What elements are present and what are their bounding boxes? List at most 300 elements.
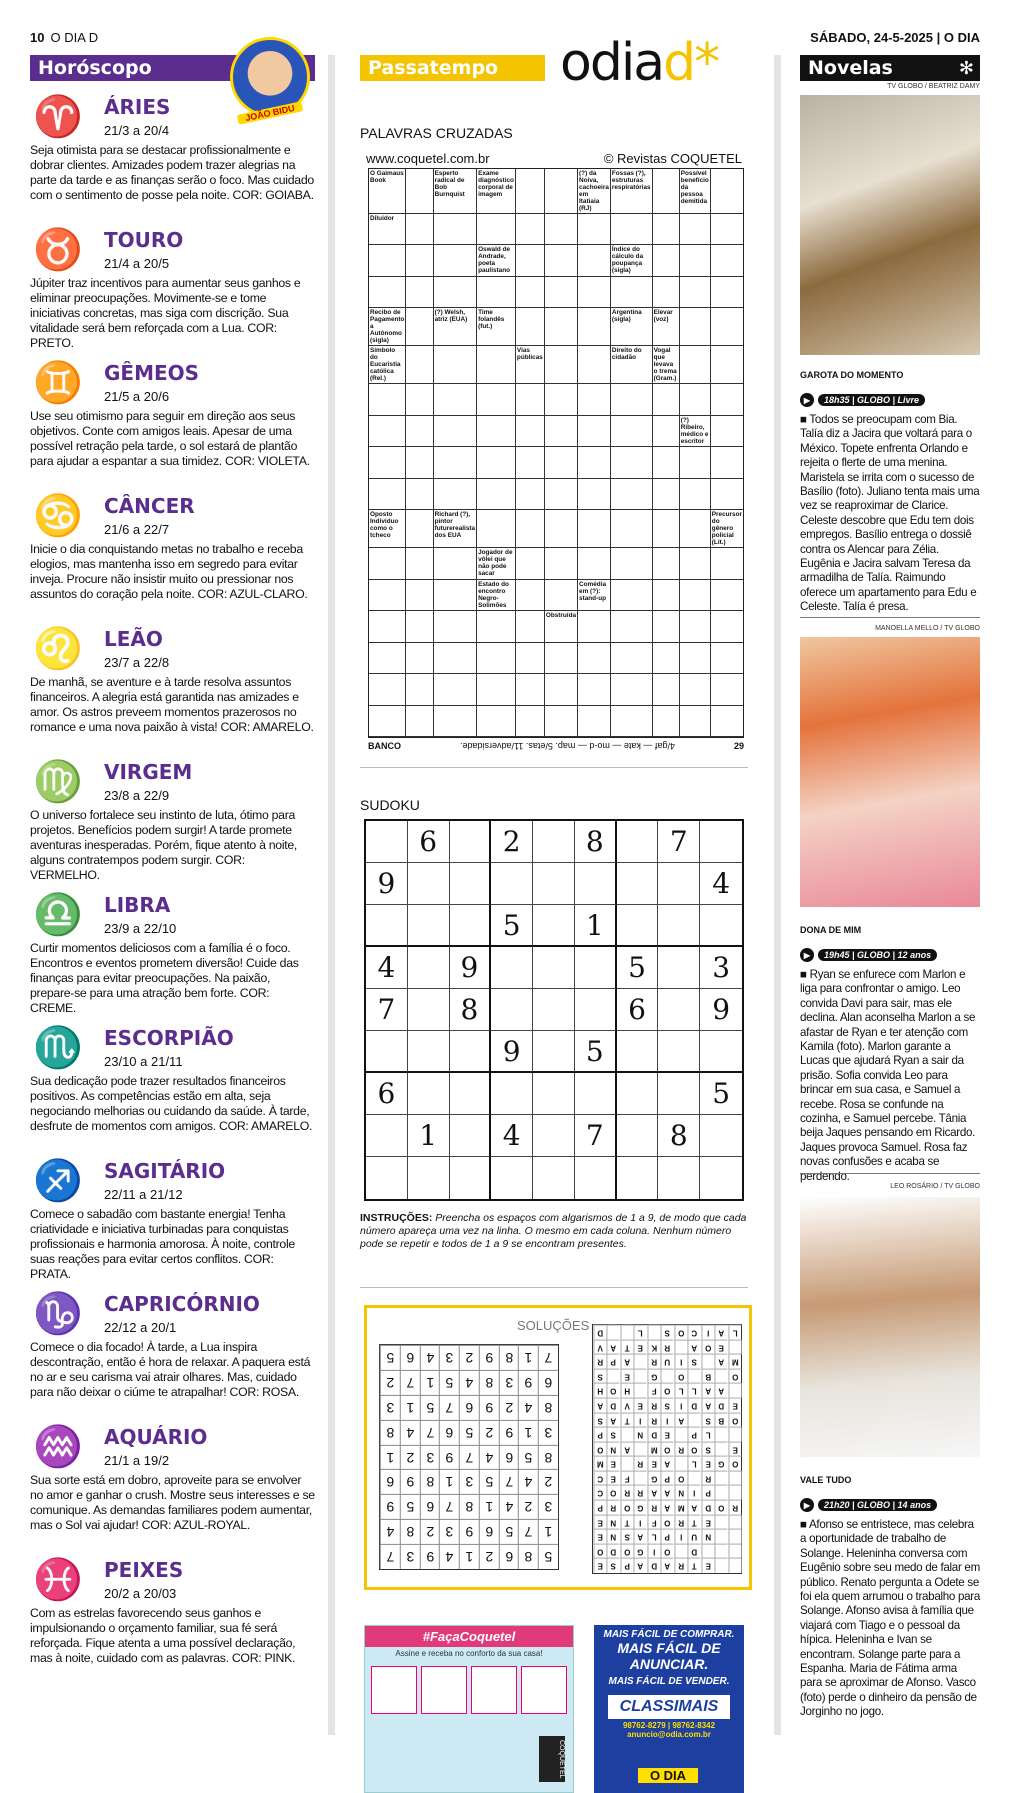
crossword-cell[interactable] <box>369 706 406 737</box>
crossword-cell[interactable] <box>578 384 611 415</box>
sudoku-grid[interactable] <box>364 819 744 1201</box>
crossword-cell[interactable] <box>711 277 743 308</box>
crossword-cell[interactable] <box>653 611 680 642</box>
crossword-cell[interactable] <box>680 510 711 548</box>
crossword-cell[interactable] <box>516 308 545 346</box>
divider <box>800 1173 980 1174</box>
crossword-cell[interactable] <box>434 580 477 611</box>
solution-letter: R <box>674 1442 687 1457</box>
crossword-cell[interactable] <box>711 245 743 276</box>
sudoku-cell[interactable] <box>450 1115 492 1157</box>
crossword-cell[interactable] <box>516 510 545 548</box>
sudoku-cell[interactable]: 7 <box>658 821 700 863</box>
solution-letter: R <box>647 1354 660 1369</box>
sudoku-cell[interactable] <box>575 863 617 905</box>
crossword-cell[interactable] <box>545 384 578 415</box>
crossword-cell[interactable] <box>434 548 477 579</box>
sudoku-cell[interactable]: 6 <box>366 1073 408 1115</box>
sudoku-cell[interactable]: 4 <box>491 1115 533 1157</box>
crossword-cell[interactable] <box>653 277 680 308</box>
sign-dates: 21/1 a 19/2 <box>104 1453 170 1468</box>
crossword-cell[interactable] <box>653 447 680 478</box>
crossword-cell[interactable] <box>477 416 516 447</box>
crossword-cell[interactable] <box>516 169 545 214</box>
solution-cell: 7 <box>459 1445 479 1470</box>
crossword-cell[interactable] <box>516 277 545 308</box>
sudoku-cell[interactable] <box>533 1031 575 1073</box>
sudoku-cell[interactable] <box>700 821 742 863</box>
sudoku-cell[interactable] <box>366 821 408 863</box>
crossword-cell[interactable] <box>477 706 516 737</box>
crossword-cell[interactable] <box>369 447 406 478</box>
crossword-cell[interactable] <box>578 674 611 705</box>
sudoku-cell[interactable]: 2 <box>491 821 533 863</box>
crossword-cell[interactable] <box>578 643 611 674</box>
crossword-cell[interactable] <box>578 416 611 447</box>
sudoku-cell[interactable] <box>533 1157 575 1199</box>
sudoku-cell[interactable] <box>491 989 533 1031</box>
crossword-cell[interactable] <box>711 346 743 384</box>
solution-cell: 4 <box>380 1519 400 1544</box>
crossword-cell[interactable] <box>477 643 516 674</box>
crossword-cell[interactable] <box>434 447 477 478</box>
sudoku-cell[interactable] <box>575 989 617 1031</box>
crossword-cell[interactable] <box>406 643 433 674</box>
sudoku-cell[interactable]: 1 <box>575 905 617 947</box>
classimais-ad[interactable] <box>594 1625 744 1793</box>
crossword-cell[interactable] <box>680 643 711 674</box>
crossword-cell[interactable] <box>477 674 516 705</box>
solution-letter <box>701 1354 714 1369</box>
sudoku-cell[interactable] <box>533 1115 575 1157</box>
crossword-cell[interactable] <box>611 416 653 447</box>
crossword-cell[interactable] <box>711 169 743 214</box>
crossword-cell[interactable] <box>369 479 406 510</box>
crossword-cell[interactable] <box>545 346 578 384</box>
crossword-cell[interactable] <box>545 674 578 705</box>
sudoku-cell[interactable] <box>408 947 450 989</box>
sudoku-cell[interactable] <box>408 1157 450 1199</box>
crossword-cell[interactable] <box>369 384 406 415</box>
crossword-cell[interactable] <box>545 479 578 510</box>
solution-cell: 5 <box>479 1469 499 1494</box>
sudoku-cell[interactable] <box>533 905 575 947</box>
crossword-cell[interactable] <box>711 416 743 447</box>
sign-block <box>30 879 315 1015</box>
sudoku-cell[interactable] <box>491 947 533 989</box>
crossword-cell[interactable] <box>516 214 545 245</box>
solution-cell: 1 <box>518 1420 538 1445</box>
sudoku-cell[interactable]: 7 <box>575 1115 617 1157</box>
sudoku-cell[interactable] <box>450 1157 492 1199</box>
crossword-cell[interactable] <box>680 611 711 642</box>
sudoku-cell[interactable]: 8 <box>575 821 617 863</box>
solution-letter: I <box>701 1325 714 1340</box>
sudoku-cell[interactable] <box>408 905 450 947</box>
crossword-cell[interactable] <box>369 548 406 579</box>
crossword-cell[interactable] <box>680 706 711 737</box>
ad-subtitle: Assine e receba no conforto da sua casa! <box>395 1649 543 1658</box>
crossword-cell[interactable] <box>653 706 680 737</box>
crossword-cell[interactable] <box>680 308 711 346</box>
solution-letter <box>633 1369 646 1384</box>
crossword-cell[interactable] <box>516 245 545 276</box>
sudoku-cell[interactable] <box>658 1157 700 1199</box>
sudoku-cell[interactable] <box>658 989 700 1031</box>
sudoku-cell[interactable] <box>617 1157 659 1199</box>
sudoku-cell[interactable] <box>366 1157 408 1199</box>
crossword-cell[interactable] <box>578 308 611 346</box>
crossword-cell[interactable] <box>516 611 545 642</box>
crossword-cell[interactable] <box>477 611 516 642</box>
sudoku-cell[interactable]: 8 <box>658 1115 700 1157</box>
crossword-cell[interactable] <box>680 214 711 245</box>
crossword-cell[interactable] <box>578 479 611 510</box>
crossword-cell[interactable] <box>653 245 680 276</box>
solution-cell: 3 <box>538 1420 558 1445</box>
crossword-cell[interactable] <box>434 214 477 245</box>
sign-dates: 23/7 a 22/8 <box>104 655 170 670</box>
crossword-cell[interactable] <box>611 479 653 510</box>
sudoku-cell[interactable] <box>700 1157 742 1199</box>
sudoku-cell[interactable] <box>450 863 492 905</box>
crossword-cell[interactable] <box>434 643 477 674</box>
crossword-cell[interactable] <box>434 346 477 384</box>
sudoku-cell[interactable] <box>450 1073 492 1115</box>
novela-photo <box>800 95 980 355</box>
sudoku-cell[interactable] <box>700 905 742 947</box>
solution-letter: T <box>620 1515 633 1530</box>
crossword-cell[interactable] <box>406 611 433 642</box>
crossword-cell[interactable] <box>434 611 477 642</box>
crossword-cell[interactable] <box>516 580 545 611</box>
crossword-cell[interactable] <box>406 479 433 510</box>
crossword-cell[interactable] <box>611 214 653 245</box>
crossword-cell[interactable] <box>369 416 406 447</box>
crossword-cell[interactable] <box>611 643 653 674</box>
crossword-cell[interactable] <box>711 447 743 478</box>
crossword-cell[interactable] <box>406 580 433 611</box>
crossword-cell[interactable] <box>406 277 433 308</box>
sudoku-cell[interactable] <box>491 1157 533 1199</box>
sudoku-cell[interactable] <box>366 1031 408 1073</box>
crossword-cell[interactable] <box>369 643 406 674</box>
crossword-cell[interactable] <box>516 674 545 705</box>
crossword-cell[interactable] <box>434 384 477 415</box>
crossword-cell[interactable] <box>680 548 711 579</box>
sudoku-cell[interactable] <box>533 863 575 905</box>
solution-letter: E <box>633 1398 646 1413</box>
coquetel-ad[interactable] <box>364 1625 574 1793</box>
sudoku-cell[interactable] <box>533 947 575 989</box>
crossword-clue: Esperto radical de Bob Burnquist <box>434 169 477 214</box>
crossword-cell[interactable] <box>611 580 653 611</box>
sudoku-cell[interactable] <box>617 905 659 947</box>
crossword-cell[interactable] <box>680 674 711 705</box>
sudoku-cell[interactable] <box>408 1031 450 1073</box>
crossword-cell[interactable] <box>406 346 433 384</box>
crossword-clue: Elevar (voz) <box>653 308 680 346</box>
crossword-cell[interactable] <box>711 548 743 579</box>
sudoku-cell[interactable] <box>617 1073 659 1115</box>
solution-cell: 4 <box>400 1420 420 1445</box>
crossword-cell[interactable] <box>477 447 516 478</box>
crossword-cell[interactable] <box>516 706 545 737</box>
sudoku-cell[interactable] <box>450 821 492 863</box>
solution-letter: I <box>633 1515 646 1530</box>
sudoku-cell[interactable] <box>366 1115 408 1157</box>
crossword-cell[interactable] <box>406 308 433 346</box>
crossword-cell[interactable] <box>653 510 680 548</box>
crossword-cell[interactable] <box>711 384 743 415</box>
sudoku-cell[interactable] <box>575 947 617 989</box>
solution-letter <box>714 1515 727 1530</box>
sudoku-cell[interactable] <box>533 989 575 1031</box>
solution-cell: 3 <box>420 1445 440 1470</box>
crossword-cell[interactable] <box>477 510 516 548</box>
crossword-cell[interactable] <box>406 510 433 548</box>
crossword-cell[interactable] <box>653 674 680 705</box>
crossword-cell[interactable] <box>516 384 545 415</box>
solution-letter: E <box>701 1515 714 1530</box>
crossword-cell[interactable] <box>711 580 743 611</box>
solution-letter: P <box>660 1529 673 1544</box>
crossword-grid[interactable] <box>368 168 744 738</box>
sudoku-cell[interactable]: 4 <box>366 947 408 989</box>
novelas-section <box>800 55 980 1719</box>
crossword-clue: Comédia em (?): stand-up <box>578 580 611 611</box>
crossword-cell[interactable] <box>477 214 516 245</box>
sudoku-cell[interactable]: 6 <box>408 821 450 863</box>
crossword-cell[interactable] <box>477 384 516 415</box>
sudoku-cell[interactable] <box>658 1031 700 1073</box>
crossword-clue: Argentina (sigla) <box>611 308 653 346</box>
crossword-cell[interactable] <box>406 384 433 415</box>
sudoku-cell[interactable]: 9 <box>450 947 492 989</box>
solution-cell: 6 <box>439 1420 459 1445</box>
crossword-cell[interactable] <box>434 277 477 308</box>
solution-cell: 6 <box>420 1494 440 1519</box>
crossword-cell[interactable] <box>653 548 680 579</box>
crossword-cell[interactable] <box>578 346 611 384</box>
crossword-cell[interactable] <box>545 214 578 245</box>
crossword-cell[interactable] <box>578 706 611 737</box>
crossword-cell[interactable] <box>406 169 433 214</box>
sudoku-cell[interactable] <box>366 905 408 947</box>
solution-letter: E <box>593 1558 606 1573</box>
crossword-cell[interactable] <box>680 447 711 478</box>
sudoku-cell[interactable]: 8 <box>450 989 492 1031</box>
crossword-cell[interactable] <box>545 447 578 478</box>
crossword-cell[interactable] <box>369 611 406 642</box>
sudoku-cell[interactable] <box>700 1031 742 1073</box>
crossword-cell[interactable] <box>545 548 578 579</box>
crossword-cell[interactable] <box>545 643 578 674</box>
sudoku-cell[interactable] <box>658 947 700 989</box>
sudoku-cell[interactable] <box>658 905 700 947</box>
sudoku-cell[interactable] <box>575 1073 617 1115</box>
crossword-cell[interactable] <box>516 548 545 579</box>
crossword-cell[interactable] <box>711 479 743 510</box>
sudoku-cell[interactable]: 9 <box>491 1031 533 1073</box>
crossword-cell[interactable] <box>711 706 743 737</box>
crossword-cell[interactable] <box>434 479 477 510</box>
sudoku-title: SUDOKU <box>360 797 420 813</box>
crossword-cell[interactable] <box>369 277 406 308</box>
crossword-cell[interactable] <box>406 245 433 276</box>
crossword-cell[interactable] <box>516 447 545 478</box>
crossword-cell[interactable] <box>611 277 653 308</box>
sudoku-cell[interactable]: 7 <box>366 989 408 1031</box>
crossword-cell[interactable] <box>477 479 516 510</box>
crossword-cell[interactable] <box>653 416 680 447</box>
crossword-cell[interactable] <box>406 548 433 579</box>
crossword-cell[interactable] <box>711 611 743 642</box>
sudoku-cell[interactable] <box>617 863 659 905</box>
crossword-cell[interactable] <box>680 479 711 510</box>
crossword-cell[interactable] <box>578 277 611 308</box>
crossword-cell[interactable] <box>434 245 477 276</box>
crossword-cell[interactable] <box>545 169 578 214</box>
pisces-icon: ♓ <box>33 1558 83 1602</box>
crossword-cell[interactable] <box>611 447 653 478</box>
crossword-cell[interactable] <box>434 674 477 705</box>
crossword-cell[interactable] <box>369 245 406 276</box>
crossword-cell[interactable] <box>680 384 711 415</box>
passatempo-header: Passatempo <box>360 55 545 81</box>
sudoku-cell[interactable] <box>617 1031 659 1073</box>
solution-cell: 3 <box>380 1395 400 1420</box>
sudoku-cell[interactable] <box>491 1073 533 1115</box>
sudoku-cell[interactable] <box>450 1031 492 1073</box>
sudoku-cell[interactable]: 9 <box>700 989 742 1031</box>
solution-cell: 9 <box>479 1395 499 1420</box>
sudoku-cell[interactable] <box>491 863 533 905</box>
solution-letter <box>674 1427 687 1442</box>
sudoku-cell[interactable] <box>408 1073 450 1115</box>
sudoku-cell[interactable]: 3 <box>700 947 742 989</box>
crossword-cell[interactable] <box>711 643 743 674</box>
solution-letter <box>633 1383 646 1398</box>
crossword-cell[interactable] <box>711 674 743 705</box>
crossword-cell[interactable] <box>516 479 545 510</box>
sudoku-cell[interactable] <box>658 863 700 905</box>
sign-text: De manhã, se aventure e à tarde resolva assuntos financeiros. A alegria está garantida nas amizades e amor. Os astros preveem momentos prazerosos no romance e uma nova paixão à vista! COR: AMARELO. <box>30 675 314 734</box>
crossword-cell[interactable] <box>578 214 611 245</box>
crossword-cell[interactable] <box>477 346 516 384</box>
crossword-cell[interactable] <box>611 706 653 737</box>
solution-letter <box>728 1383 741 1398</box>
solution-letter: A <box>714 1383 727 1398</box>
solution-letter <box>620 1325 633 1340</box>
crossword-cell[interactable] <box>611 384 653 415</box>
crossword-cell[interactable] <box>653 384 680 415</box>
crossword-cell[interactable] <box>711 214 743 245</box>
sudoku-cell[interactable]: 4 <box>700 863 742 905</box>
sudoku-cell[interactable] <box>533 1073 575 1115</box>
crossword-cell[interactable] <box>545 706 578 737</box>
sudoku-cell[interactable] <box>450 905 492 947</box>
sudoku-cell[interactable] <box>408 989 450 1031</box>
crossword-cell[interactable] <box>578 548 611 579</box>
crossword-title: PALAVRAS CRUZADAS <box>360 125 513 141</box>
solution-letter <box>728 1529 741 1544</box>
crossword-cell[interactable] <box>545 308 578 346</box>
sudoku-cell[interactable]: 6 <box>617 989 659 1031</box>
sudoku-cell[interactable]: 5 <box>575 1031 617 1073</box>
sudoku-cell[interactable] <box>700 1115 742 1157</box>
sudoku-cell[interactable]: 9 <box>366 863 408 905</box>
crossword-cell[interactable] <box>477 277 516 308</box>
crossword-cell[interactable] <box>434 416 477 447</box>
sudoku-cell[interactable]: 1 <box>408 1115 450 1157</box>
crossword-cell[interactable] <box>680 346 711 384</box>
crossword-cell[interactable] <box>680 580 711 611</box>
sudoku-cell[interactable] <box>617 821 659 863</box>
crossword-cell[interactable] <box>369 674 406 705</box>
novelas-header: Novelas <box>800 55 980 81</box>
solution-letter: S <box>660 1325 673 1340</box>
crossword-cell[interactable] <box>578 245 611 276</box>
crossword-cell[interactable] <box>680 277 711 308</box>
sudoku-cell[interactable]: 5 <box>491 905 533 947</box>
crossword-cell[interactable] <box>578 611 611 642</box>
sudoku-cell[interactable] <box>533 821 575 863</box>
crossword-cell[interactable] <box>516 643 545 674</box>
crossword-cell[interactable] <box>653 643 680 674</box>
crossword-cell[interactable] <box>545 245 578 276</box>
crossword-cell[interactable] <box>680 245 711 276</box>
crossword-cell[interactable] <box>711 308 743 346</box>
crossword-cell[interactable] <box>611 548 653 579</box>
crossword-cell[interactable] <box>611 611 653 642</box>
sudoku-cell[interactable] <box>617 1115 659 1157</box>
sudoku-cell[interactable] <box>408 863 450 905</box>
crossword-cell[interactable] <box>406 416 433 447</box>
crossword-cell[interactable] <box>653 580 680 611</box>
solution-letter: P <box>606 1354 619 1369</box>
crossword-cell[interactable] <box>406 447 433 478</box>
sudoku-cell[interactable] <box>658 1073 700 1115</box>
crossword-cell[interactable] <box>406 674 433 705</box>
solution-letter: C <box>593 1485 606 1500</box>
crossword-cell[interactable] <box>611 510 653 548</box>
sudoku-cell[interactable] <box>575 1157 617 1199</box>
crossword-cell[interactable] <box>545 416 578 447</box>
crossword-cell[interactable] <box>406 214 433 245</box>
sudoku-cell[interactable]: 5 <box>617 947 659 989</box>
crossword-cell[interactable] <box>545 510 578 548</box>
crossword-cell[interactable] <box>653 169 680 214</box>
solution-letter: A <box>620 1442 633 1457</box>
crossword-cell[interactable] <box>434 706 477 737</box>
solution-letter: K <box>647 1340 660 1355</box>
solution-letter: O <box>660 1383 673 1398</box>
crossword-cell[interactable] <box>369 580 406 611</box>
crossword-cell[interactable] <box>578 447 611 478</box>
crossword-cell[interactable] <box>406 706 433 737</box>
crossword-cell[interactable] <box>516 416 545 447</box>
sudoku-cell[interactable]: 5 <box>700 1073 742 1115</box>
crossword-cell[interactable] <box>545 580 578 611</box>
crossword-clue: Recibo de Pagamento a Autônomo (sigla) <box>370 309 405 345</box>
crossword-cell[interactable] <box>653 479 680 510</box>
crossword-cell[interactable] <box>611 674 653 705</box>
solution-letter: L <box>728 1325 741 1340</box>
crossword-cell[interactable] <box>545 277 578 308</box>
crossword-cell[interactable] <box>578 510 611 548</box>
crossword-cell[interactable] <box>653 214 680 245</box>
